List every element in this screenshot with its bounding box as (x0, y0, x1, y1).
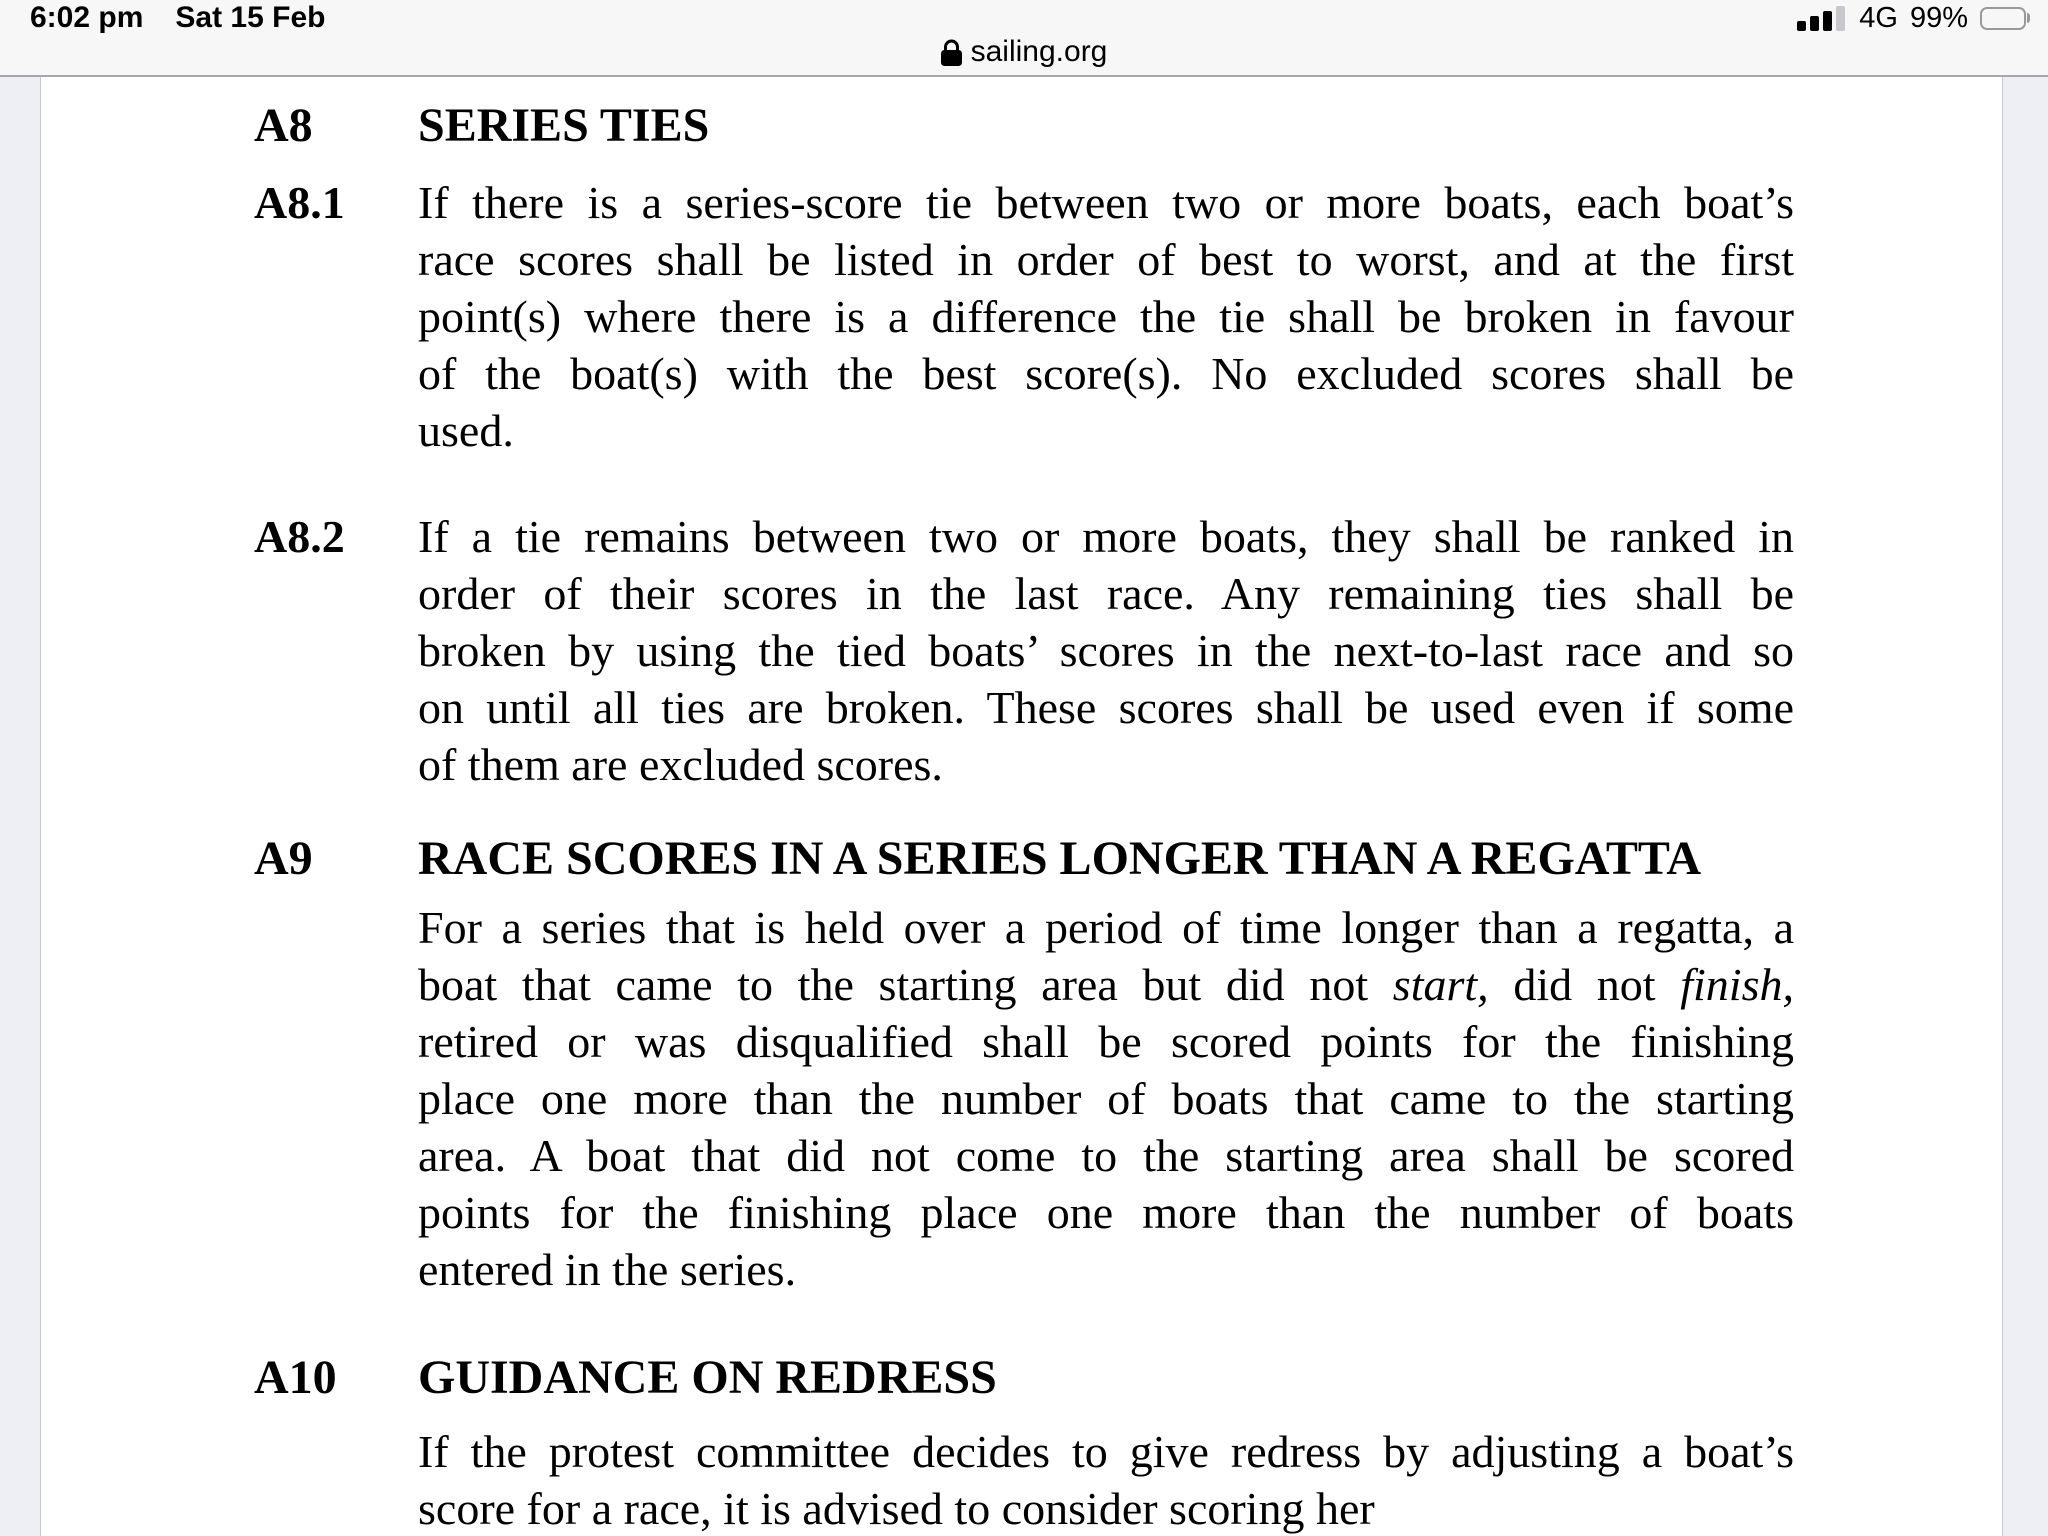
text-line: boat that came to the starting area but did not start, did not finish, (418, 959, 1794, 1010)
rule-paragraph-section (254, 1423, 1794, 1536)
heading-text: GUIDANCE ON REDRESS (418, 1351, 997, 1404)
text-line: broken by using the tied boats’ scores in the next-to-last race and so (418, 625, 1794, 676)
text-line: entered in the series. (418, 1244, 797, 1295)
text-line: For a series that is held over a period of time longer than a regatta, a (418, 902, 1794, 953)
text-line: place one more than the number of boats that came to the starting (418, 1073, 1794, 1124)
text-line: order of their scores in the last race. Any remaining ties shall be (418, 568, 1794, 619)
rule-paragraph-section (254, 899, 1794, 1298)
text-line: retired or was disqualified shall be scored points for the finishing (418, 1016, 1794, 1067)
text-line: If there is a series-score tie between two or more boats, each boat’s (418, 177, 1794, 228)
text-line: area. A boat that did not come to the starting area shall be scored (418, 1130, 1794, 1181)
rule-paragraph-body (418, 899, 1794, 1298)
italic-term: start, (1392, 959, 1489, 1010)
text-line: race scores shall be listed in order of best to worst, and at the first (418, 234, 1794, 285)
text-line: used. (418, 405, 514, 456)
italic-term: finish, (1680, 959, 1794, 1010)
rule-heading-section (254, 97, 1794, 154)
rule-number-label (254, 1423, 418, 1536)
url-domain: sailing.org (970, 35, 1108, 68)
lock-icon (941, 39, 962, 66)
rule-heading-text (418, 1349, 1794, 1406)
network-type-label: 4G (1859, 1, 1898, 34)
text-line: point(s) where there is a difference the tie shall be broken in favour (418, 291, 1794, 342)
rule-heading-text (418, 830, 1794, 887)
text-line: If a tie remains between two or more boats, they shall be ranked in (418, 511, 1794, 562)
battery-percent-label: 99% (1909, 1, 1968, 34)
rule-number-label (254, 899, 418, 1298)
rule-paragraph-section (254, 508, 1794, 793)
rule-number-label: A8 (254, 99, 313, 152)
rule-number-label: A8.2 (254, 511, 345, 562)
text-line: points for the finishing place one more than the number of boats (418, 1187, 1794, 1238)
text-line: If the protest committee decides to give redress by adjusting a boat’s (418, 1426, 1794, 1477)
rule-heading-section (254, 1349, 1794, 1406)
heading-text: RACE SCORES IN A SERIES LONGER THAN A REGATTA (418, 832, 1702, 885)
text-line: of the boat(s) with the best score(s). No excluded scores shall be (418, 348, 1794, 399)
status-time: 6:02 pm (30, 1, 144, 34)
text-line: score for a race, it is advised to consider scoring her (418, 1483, 1375, 1534)
text-line: on until all ties are broken. These scores shall be used even if some (418, 682, 1794, 733)
url-bar[interactable] (0, 30, 2048, 74)
rule-paragraph-body (418, 508, 1794, 793)
browser-chrome (0, 0, 2048, 77)
rule-paragraph-body (418, 174, 1794, 459)
text-line: of them are excluded scores. (418, 739, 943, 790)
rule-heading-text (418, 97, 1794, 154)
rule-heading-section (254, 830, 1794, 887)
cellular-signal-icon (1797, 6, 1845, 31)
status-date: Sat 15 Feb (175, 1, 326, 34)
heading-text: SERIES TIES (418, 99, 710, 152)
rule-number-label: A9 (254, 832, 313, 885)
rule-number-label: A10 (254, 1351, 337, 1404)
rule-paragraph-section (254, 174, 1794, 459)
document-scroll-area[interactable] (40, 77, 2003, 1536)
rule-number-label: A8.1 (254, 177, 345, 228)
rule-paragraph-body (418, 1423, 1794, 1536)
status-bar (0, 0, 2048, 32)
battery-icon (1980, 7, 2030, 30)
